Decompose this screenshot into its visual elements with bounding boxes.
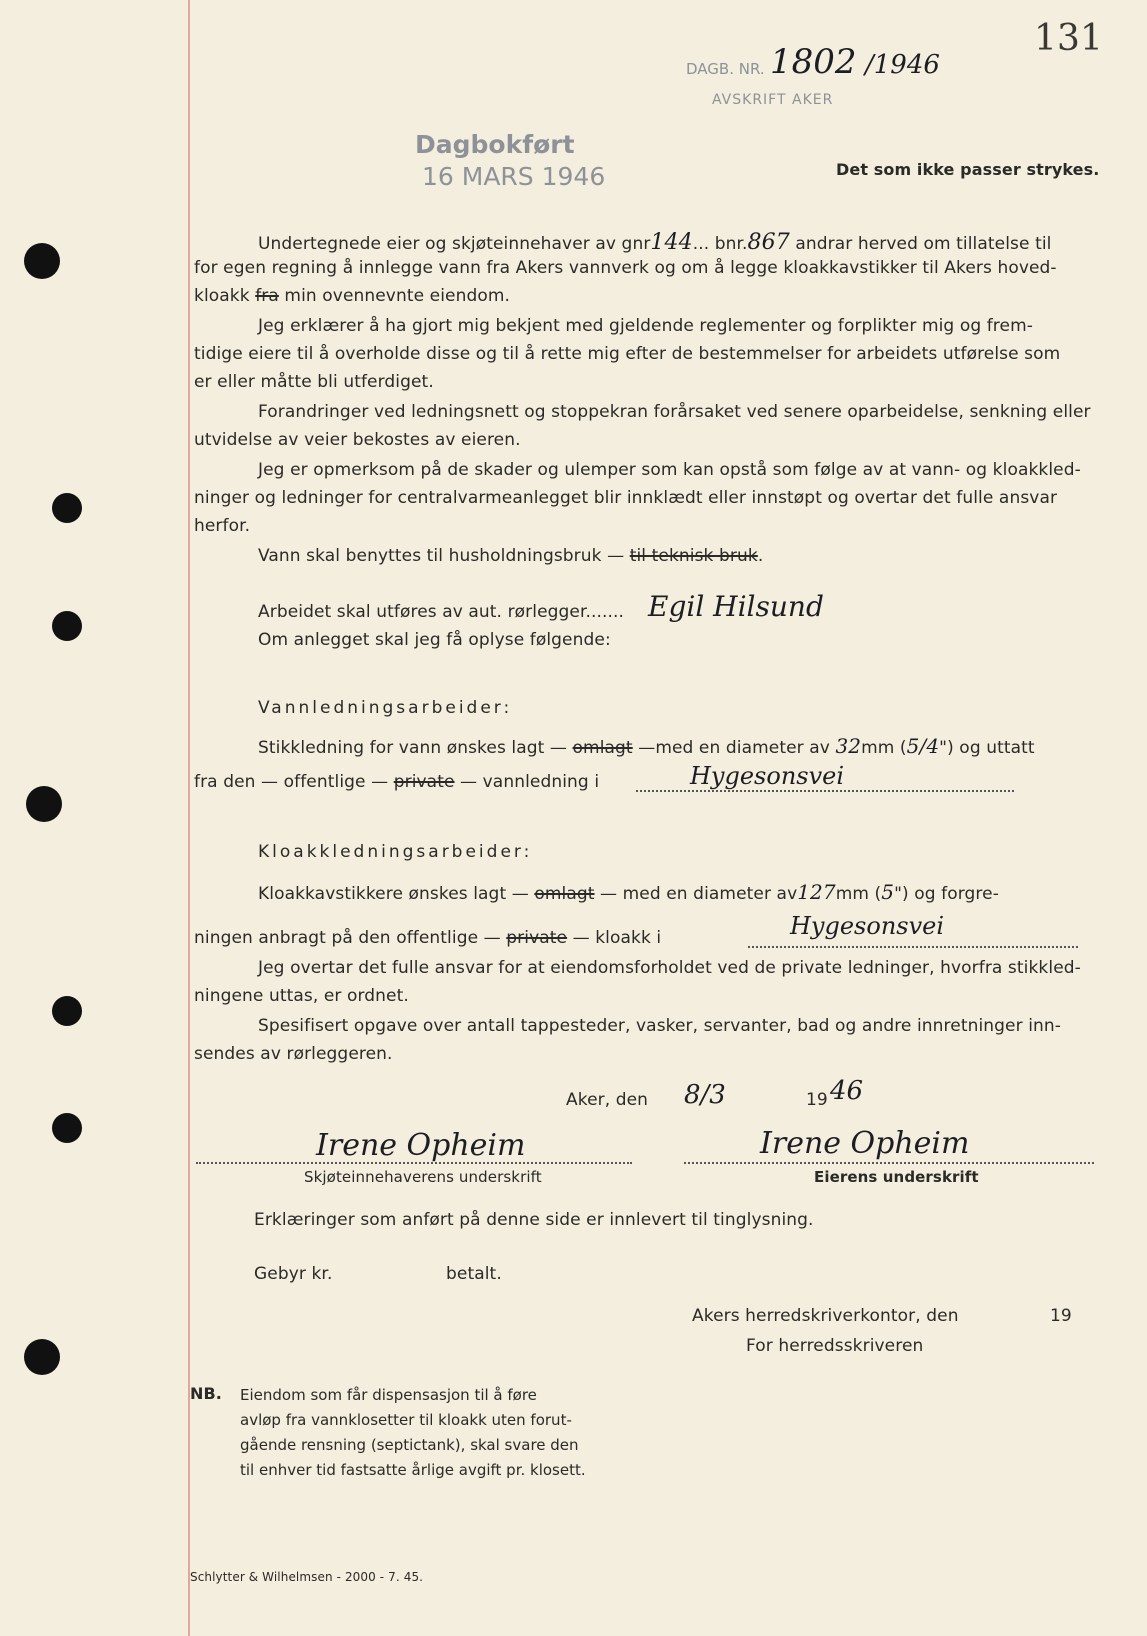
date-place: Aker, den [566,1090,649,1110]
nb-line: avløp fra vannklosetter til kloakk uten forut- [240,1411,572,1429]
punch-hole [26,786,62,822]
text: — vannledning i [460,772,600,792]
bnr-value: 867 [747,230,790,255]
struck-text: private [393,772,455,792]
text: fra den — offentlige — [194,772,389,792]
inform-line: Om anlegget skal jeg få oplyse følgende: [258,630,611,650]
text: mm ( [861,738,907,758]
sewer-line2 [194,928,661,948]
owner-signature: Irene Opheim [760,1126,970,1161]
dotted-line [636,790,1014,792]
nb-line: gående rensning (septictank), skal svare den [240,1436,579,1454]
text: ") og forgre- [894,884,999,904]
para3-line1: Forandringer ved ledningsnett og stoppekran forårsaket ved senere oparbeidelse, senkning eller [258,402,1091,422]
text: andrar herved om tillatelse til [795,234,1052,254]
sewer-heading: Kloakkledningsarbeider: [258,842,533,862]
owner-signature-label: Eierens underskrift [814,1168,979,1186]
struck-text: private [506,928,568,948]
punch-hole [52,611,82,641]
water-street: Hygesonsvei [690,762,845,790]
text: —med en diameter av [638,738,830,758]
water-usage-line [258,546,763,566]
plumber-name: Egil Hilsund [648,590,824,623]
sewer-inch-value: 5 [881,880,895,904]
dotted-line [748,946,1078,948]
struck-text: omlagt [534,884,595,904]
date-day: 8/3 [684,1080,726,1110]
journal-number: 1802 [770,42,857,82]
para1-line2: for egen regning å innlegge vann fra Akers vannverk og om å legge kloakkavstikker til Akers hoved- [194,258,1057,278]
para6-line2: ningene uttas, er ordnet. [194,986,409,1006]
para7-line2: sendes av rørleggeren. [194,1044,393,1064]
text: bnr. [714,234,748,254]
gnr-value: 144 [650,230,693,255]
punch-hole [52,1113,82,1143]
header-note: Det som ikke passer strykes. [836,160,1100,179]
declaration-line: Erklæringer som anført på denne side er innlevert til tinglysning. [254,1210,814,1230]
text: Vann skal benyttes til husholdningsbruk — [258,546,625,566]
stamp-copy-label: AVSKRIFT AKER [712,92,834,108]
stamp-label: DAGB. NR. [686,60,765,78]
date-year-suffix: 46 [830,1076,864,1106]
water-line2 [194,772,599,792]
text: ningen anbragt på den offentlige — [194,928,501,948]
sewer-street: Hygesonsvei [790,912,945,940]
date-year-prefix: 19 [806,1090,828,1110]
para2-line1: Jeg erklærer å ha gjort mig bekjent med gjeldende reglementer og forplikter mig og frem- [258,316,1033,336]
text: ") og uttatt [939,738,1035,758]
journal-stamp [686,60,765,78]
office-line2: For herredsskriveren [746,1336,924,1356]
para4-line2: ninger og ledninger for centralvarmeanlegget blir innklædt eller innstøpt og overtar det fulle ansvar [194,488,1058,508]
office-year: 19 [1050,1306,1072,1326]
para2-line3: er eller måtte bli utferdiget. [194,372,434,392]
struck-text: til teknisk bruk [629,546,758,566]
para6-line1: Jeg overtar det fulle ansvar for at eiendomsforholdet ved de private ledninger, hvorfra stikkled- [258,958,1081,978]
text: — med en diameter av [600,884,798,904]
nb-line: Eiendom som får dispensasjon til å føre [240,1386,537,1404]
fee-paid-label: betalt. [446,1264,502,1284]
para4-line3: herfor. [194,516,251,536]
struck-text: omlagt [572,738,633,758]
journal-year: /1946 [865,50,940,80]
printer-imprint: Schlytter & Wilhelmsen - 2000 - 7. 45. [190,1570,424,1584]
page-number: 131 [1034,18,1104,59]
text: min ovennevnte eiendom. [284,286,511,306]
signature-line [684,1162,1094,1164]
text: mm ( [835,884,882,904]
water-inch-value: 5/4 [906,734,940,758]
para2-line2: tidige eiere til å overholde disse og til å rette mig efter de bestemmelser for arbeidets utførelse som [194,344,1061,364]
owner-deed-signature: Irene Opheim [316,1128,526,1163]
sewer-line1 [258,880,999,904]
punch-hole [24,1339,60,1375]
sewer-mm-value: 127 [797,880,836,904]
plumber-label: Arbeidet skal utføres av aut. rørlegger [258,602,586,622]
text: . [757,546,764,566]
nb-label: NB. [190,1384,222,1403]
nb-note [240,1383,586,1483]
water-mm-value: 32 [835,734,862,758]
text: — kloakk i [572,928,662,948]
water-heading: Vannledningsarbeider: [258,698,513,718]
punch-hole [52,493,82,523]
fee-label: Gebyr kr. [254,1264,333,1284]
text: Undertegnede eier og skjøteinnehaver av gnr [258,234,651,254]
para1-line1: Undertegnede eier og skjøteinnehaver av gnr144... bnr.867 andrar herved om tillatelse til [258,230,1052,255]
punch-hole [52,996,82,1026]
owner-deed-signature-label: Skjøteinnehaverens underskrift [304,1168,542,1186]
para7-line1: Spesifisert opgave over antall tappesteder, vasker, servanter, bad og andre innretninger inn- [258,1016,1062,1036]
registered-date: 16 MARS 1946 [422,162,606,191]
para4-line1: Jeg er opmerksom på de skader og ulemper som kan opstå som følge av at vann- og kloakkled- [258,460,1081,480]
text: kloakk [194,286,250,306]
text: Kloakkavstikkere ønskes lagt — [258,884,529,904]
water-line1 [258,734,1035,758]
office-line: Akers herredskriverkontor, den [692,1306,959,1326]
para3-line2: utvidelse av veier bekostes av eieren. [194,430,521,450]
nb-line: til enhver tid fastsatte årlige avgift pr. klosett. [240,1461,586,1479]
struck-text: fra [255,286,279,306]
punch-hole [24,243,60,279]
registered-stamp: Dagbokført [415,130,575,159]
text: Stikkledning for vann ønskes lagt — [258,738,568,758]
signature-line [196,1162,632,1164]
para1-line3 [194,286,510,306]
plumber-line: Arbeidet skal utføres av aut. rørlegger....... [258,602,625,622]
